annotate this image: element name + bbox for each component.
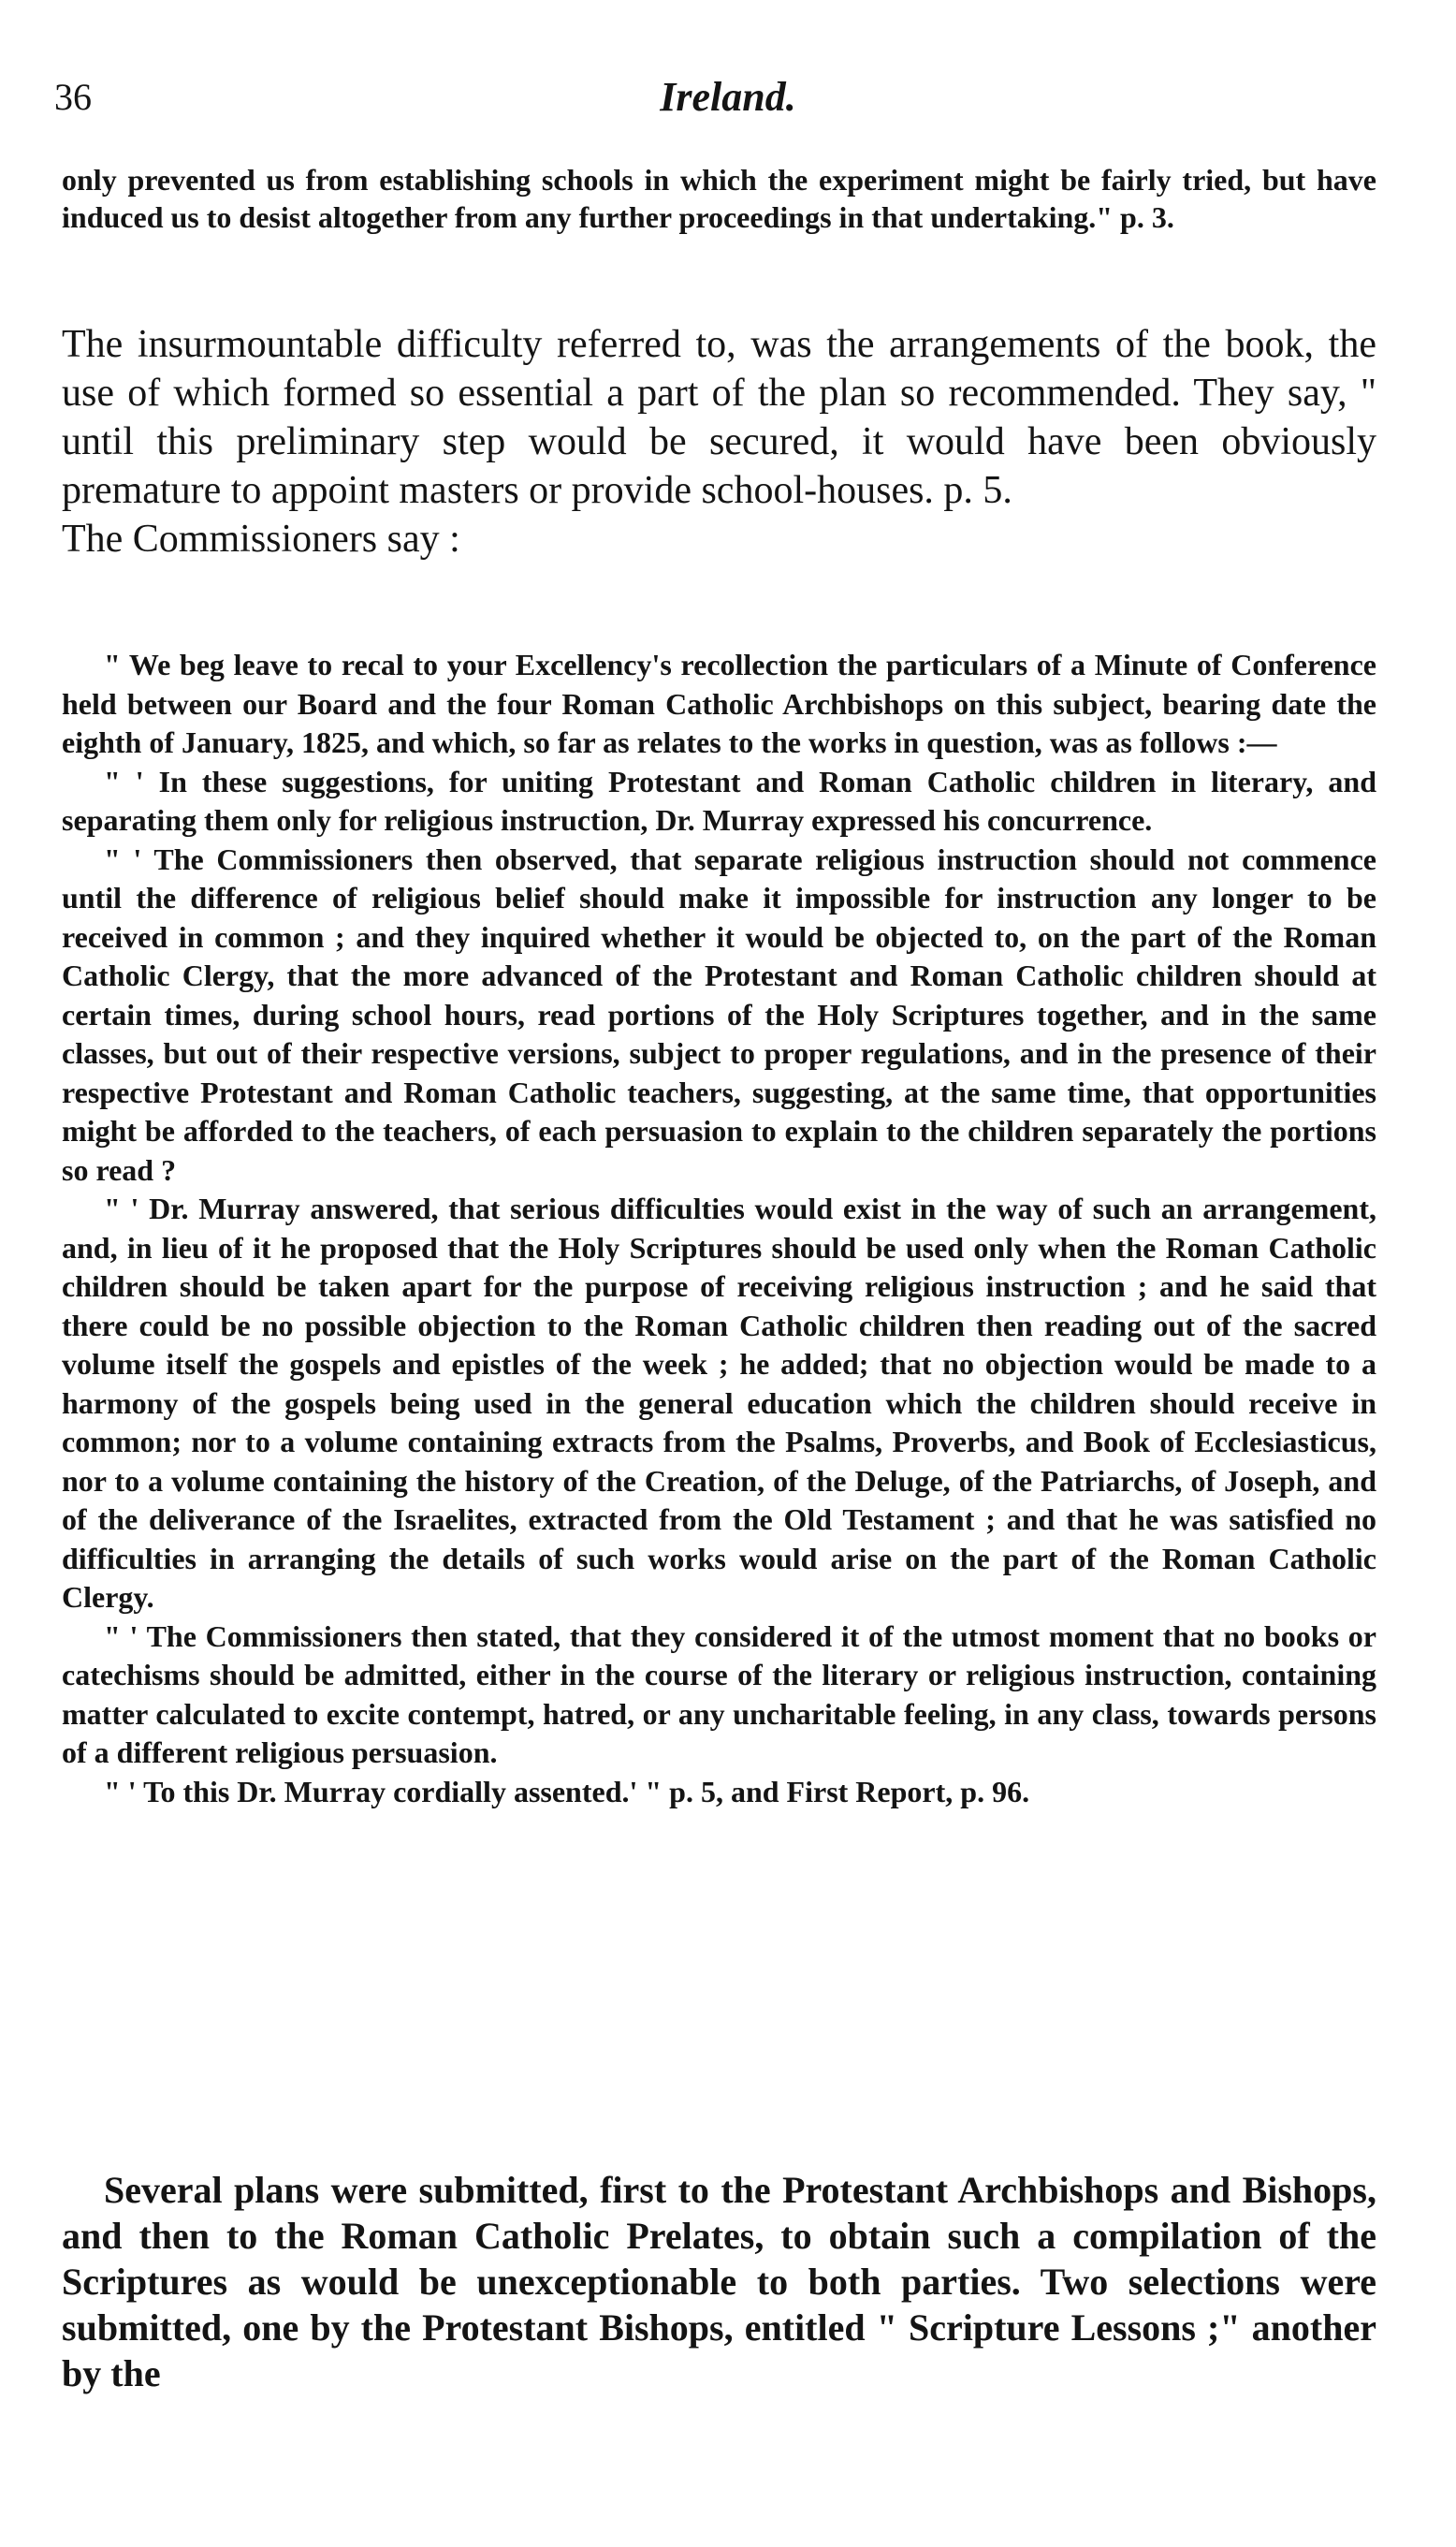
commissioners-say-line: The Commissioners say : — [62, 518, 460, 561]
several-plans-paragraph: Several plans were submitted, first to the Protestant Archbishops and Bishops, and then to the Roman Catholic Prelates, to obtain such a compilation of the Scriptures as would be unexceptionable to both parties. Two selections were submitted, one by the Protestant Bishops, entitled " Scripture Lessons ;" another by the — [62, 2169, 1376, 2394]
quote-paragraph-3: " ' The Commissioners then observed, that separate religious instruction should not commence until the difference of religious belief should make it impossible for instruction any longer to be received in common ; and they inquired whether it would be objected to, on the part of the Roman Catholic Clergy, that the more advanced of the Protestant and Roman Catholic children should at certain times, during school hours, read portions of the Holy Scriptures together, and in the same classes, but out of their respective versions, subject to proper regulations, and in the presence of their respective Protestant and Roman Catholic teachers, suggesting, at the same time, that opportunities might be afforded to the teachers, of each persuasion to explain to the children separately the portions so read ? — [62, 842, 1376, 1187]
quote-paragraph-1: " We beg leave to recal to your Excellency's recollection the particulars of a Minute of Conference held between our Board and the four Roman Catholic Archbishops on this subject, bearing date the eighth of January, 1825, and which, so far as relates to the works in question, was as follows :— — [62, 648, 1376, 759]
continuation-paragraph-block — [62, 161, 1376, 236]
page-number: 36 — [54, 76, 92, 118]
page-header — [54, 74, 1402, 133]
quote-paragraph-2: " ' In these suggestions, for uniting Protestant and Roman Catholic children in literary, and separating them only for religious instruction, Dr. Murray expressed his concurrence. — [62, 764, 1376, 837]
block-quote — [62, 646, 1376, 1811]
quote-paragraph-4: " ' Dr. Murray answered, that serious difficulties would exist in the way of such an arrangement, and, in lieu of it he proposed that the Holy Scriptures should be used only when the Roman Catholic children should be taken apart for the purpose of receiving religious instruction ; and he said that there could be no possible objection to the Roman Catholic children then reading out of the sacred volume itself the gospels and epistles of the week ; he added; that no objection would be made to a harmony of the gospels being used in the general education which the children should receive in common; nor to a volume containing extracts from the Psalms, Proverbs, and Book of Ecclesiasticus, nor to a volume containing the history of the Creation, of the Deluge, of the Patriarchs, of Joseph, and of the deliverance of the Israelites, extracted from the Old Testament ; and that he was satisfied no difficulties in arranging the details of such works would arise on the part of the Roman Catholic Clergy. — [62, 1192, 1376, 1614]
quote-paragraph-5: " ' The Commissioners then stated, that they considered it of the utmost moment that no books or catechisms should be admitted, either in the course of the literary or religious instruction, containing matter calculated to excite contempt, hatred, or any uncharitable feeling, in any class, towards persons of a different religious persuasion. — [62, 1618, 1376, 1769]
running-head: Ireland. — [660, 74, 796, 120]
closing-paragraph-block — [62, 2167, 1376, 2396]
quote-paragraph-6: " ' To this Dr. Murray cordially assented.' " p. 5, and First Report, p. 96. — [104, 1774, 1030, 1808]
body-paragraph-block — [62, 320, 1376, 564]
insurmountable-paragraph: The insurmountable difficulty referred to, was the arrangements of the book, the use of which formed so essential a part of the plan so recommended. They say, " until this preliminary step would be secured, it would have been obviously premature to appoint masters or provide school-houses. p. 5. — [62, 323, 1376, 512]
continuation-paragraph: only prevented us from establishing schools in which the experiment might be fairly tried, but have induced us to desist altogether from any further proceedings in that undertaking." p. 3. — [62, 163, 1376, 234]
